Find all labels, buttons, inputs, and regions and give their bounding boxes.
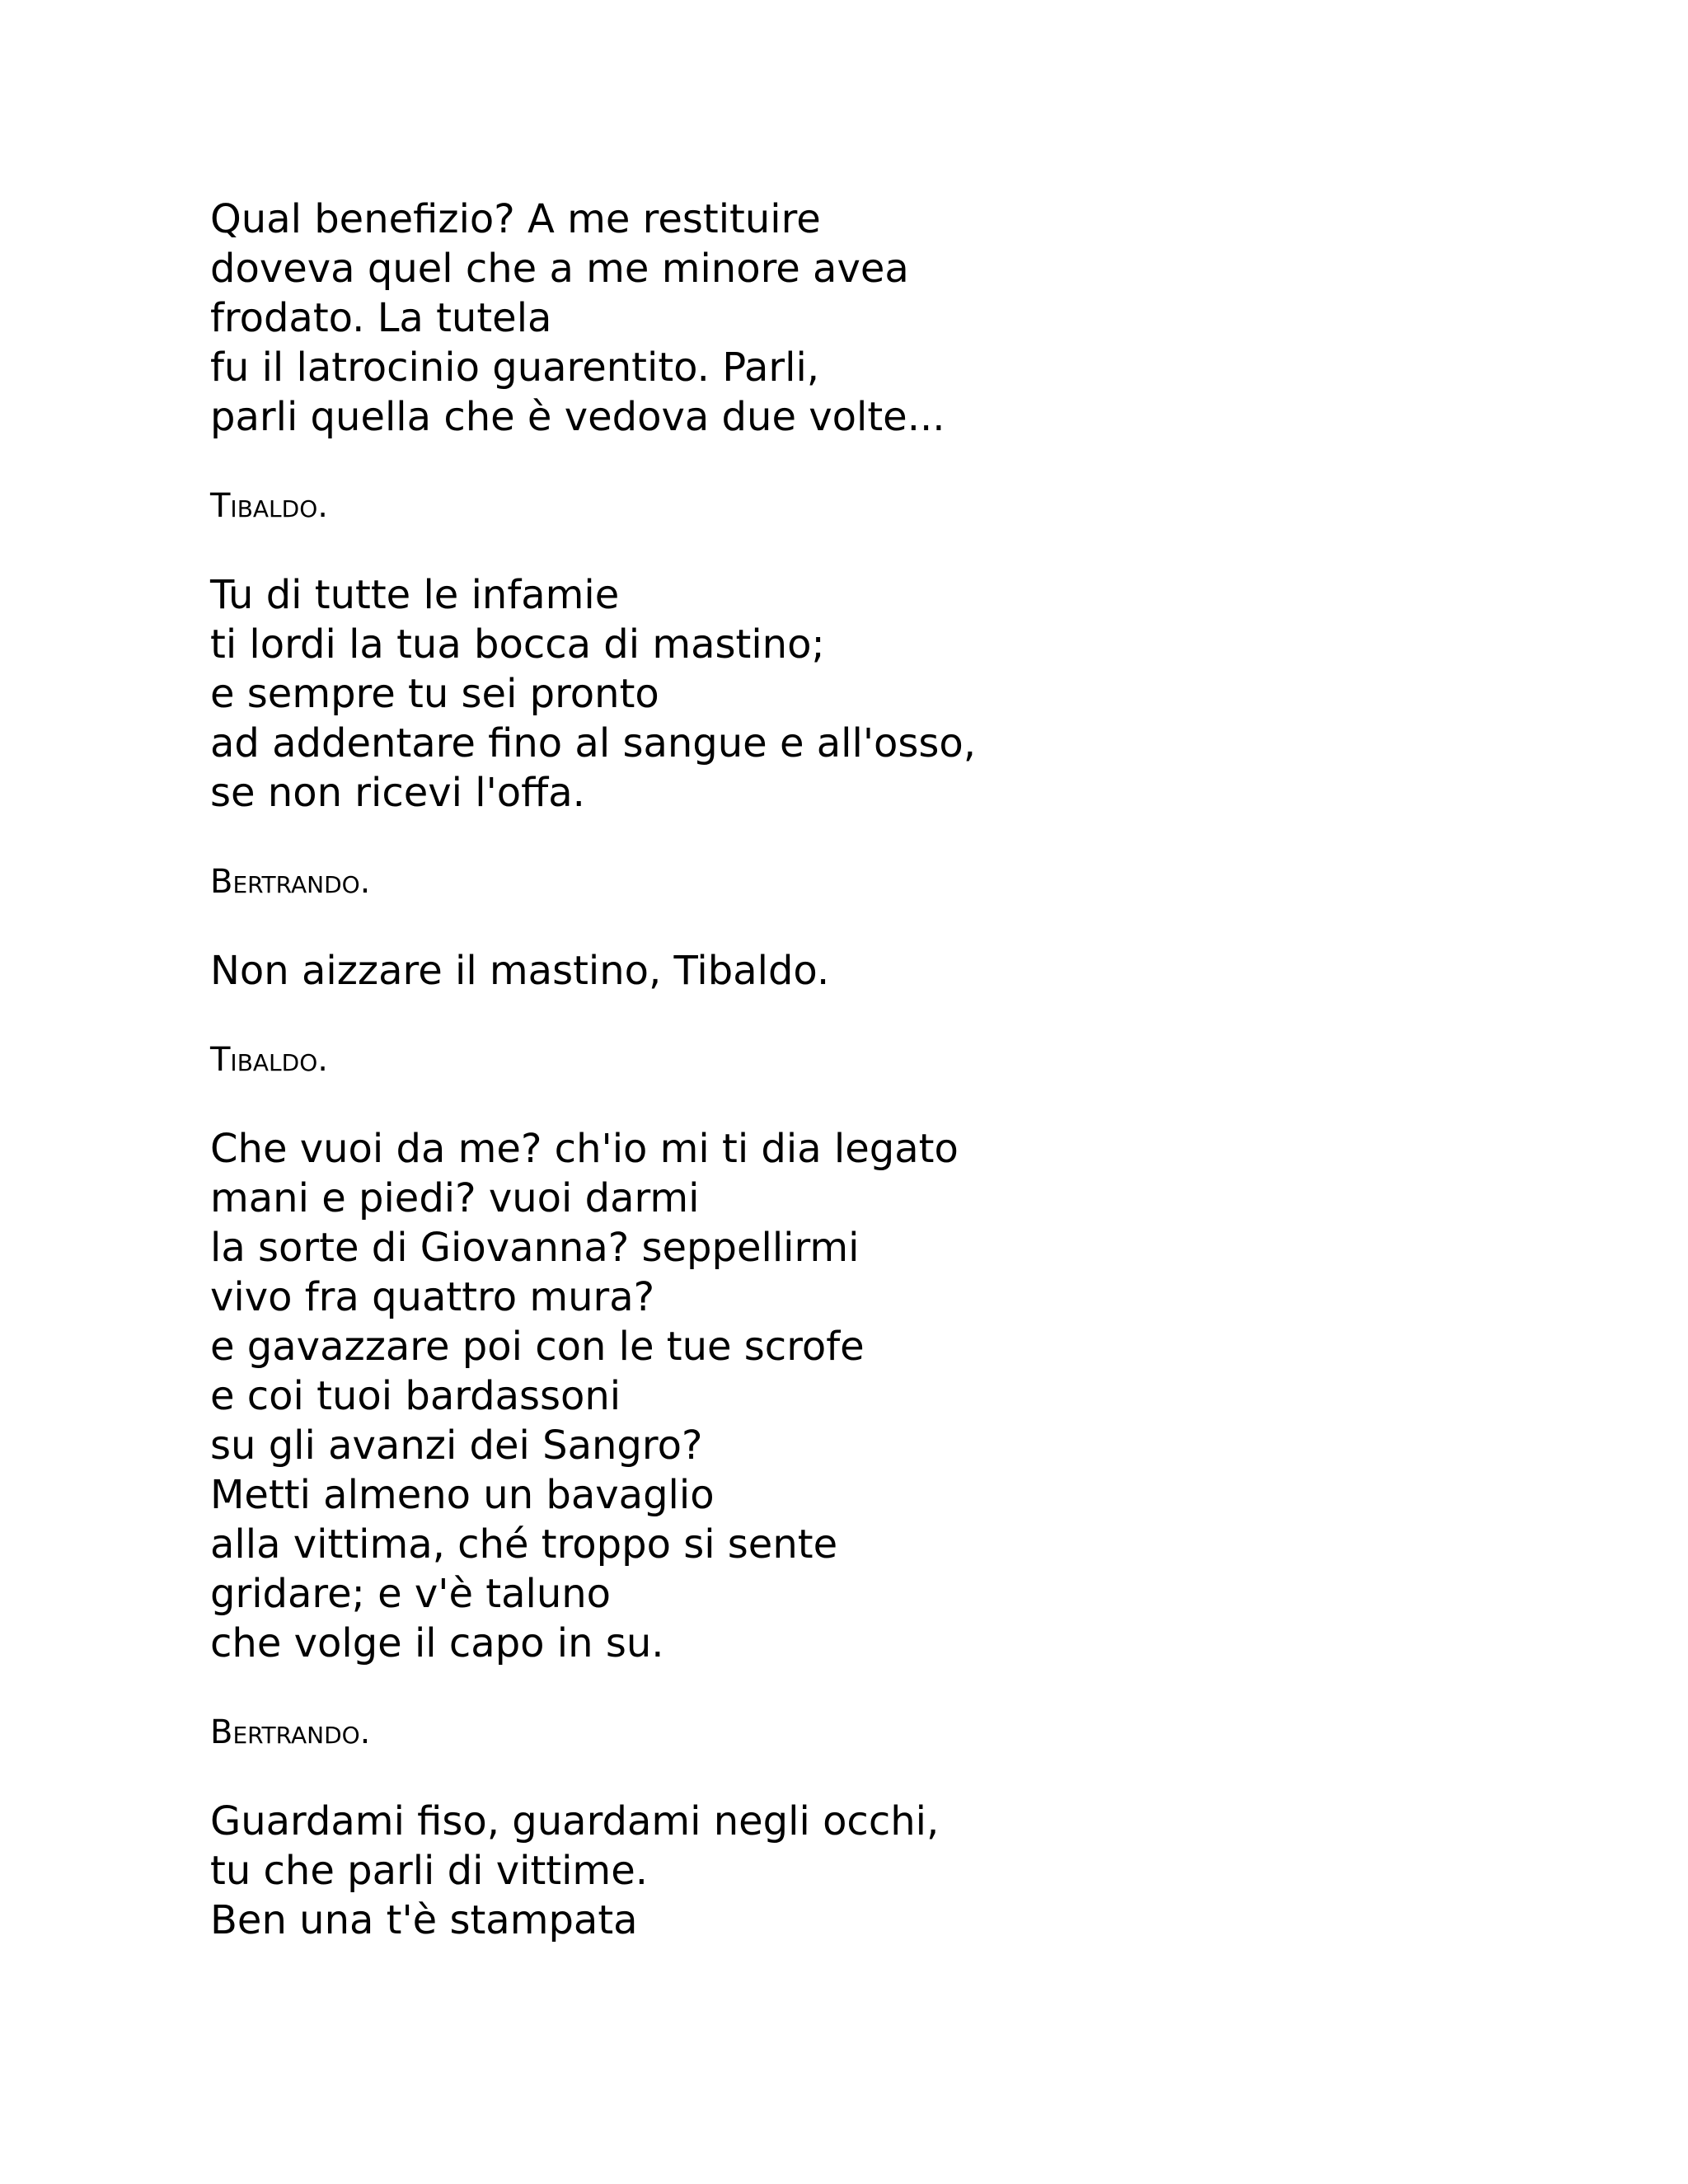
verse-line: parli quella che è vedova due volte... [210,394,945,440]
verse-block [210,946,1529,996]
verse-line: Tu di tutte le infamie [210,572,620,618]
verse-line: ad addentare fino al sangue e all'osso, [210,720,977,766]
verse-line: Ben una t'è stampata [210,1897,638,1943]
verse-line: che volge il capo in su. [210,1620,664,1666]
verse-line: fu il latrocinio guarentito. Parli, [210,344,820,391]
speaker-name: Bertrando. [210,1713,371,1751]
verse-line: tu che parli di vittime. [210,1848,648,1894]
verse-line: mani e piedi? vuoi darmi [210,1175,700,1221]
verse-line: vivo fra quattro mura? [210,1274,655,1320]
verse-line: se non ricevi l'offa. [210,770,585,816]
verse-line: su gli avanzi dei Sangro? [210,1422,703,1469]
verse-line: ti lordi la tua bocca di mastino; [210,621,825,668]
verse-line: Non aizzare il mastino, Tibaldo. [210,948,830,994]
verse-line: Che vuoi da me? ch'io mi ti dia legato [210,1126,959,1172]
verse-block [210,570,1529,818]
speaker-name: Tibaldo. [210,487,328,525]
verse-block [210,194,1529,442]
speaker-name: Tibaldo. [210,1041,328,1079]
verse-block [210,1797,1529,1945]
verse-line: e gavazzare poi con le tue scrofe [210,1324,865,1370]
verse-line: Guardami fiso, guardami negli occhi, [210,1798,940,1844]
verse-line: gridare; e v'è taluno [210,1571,612,1617]
verse-line: la sorte di Giovanna? seppellirmi [210,1225,860,1271]
verse-line: doveva quel che a me minore avea [210,246,909,292]
verse-line: e sempre tu sei pronto [210,671,659,717]
verse-line: Metti almeno un bavaglio [210,1472,715,1518]
verse-line: e coi tuoi bardassoni [210,1373,621,1419]
verse-line: alla vittima, ché troppo si sente [210,1521,838,1568]
speaker-name: Bertrando. [210,863,371,901]
play-text [210,194,1529,1945]
verse-block [210,1124,1529,1668]
verse-line: Qual benefizio? A me restituire [210,196,821,242]
verse-line: frodato. La tutela [210,295,552,341]
